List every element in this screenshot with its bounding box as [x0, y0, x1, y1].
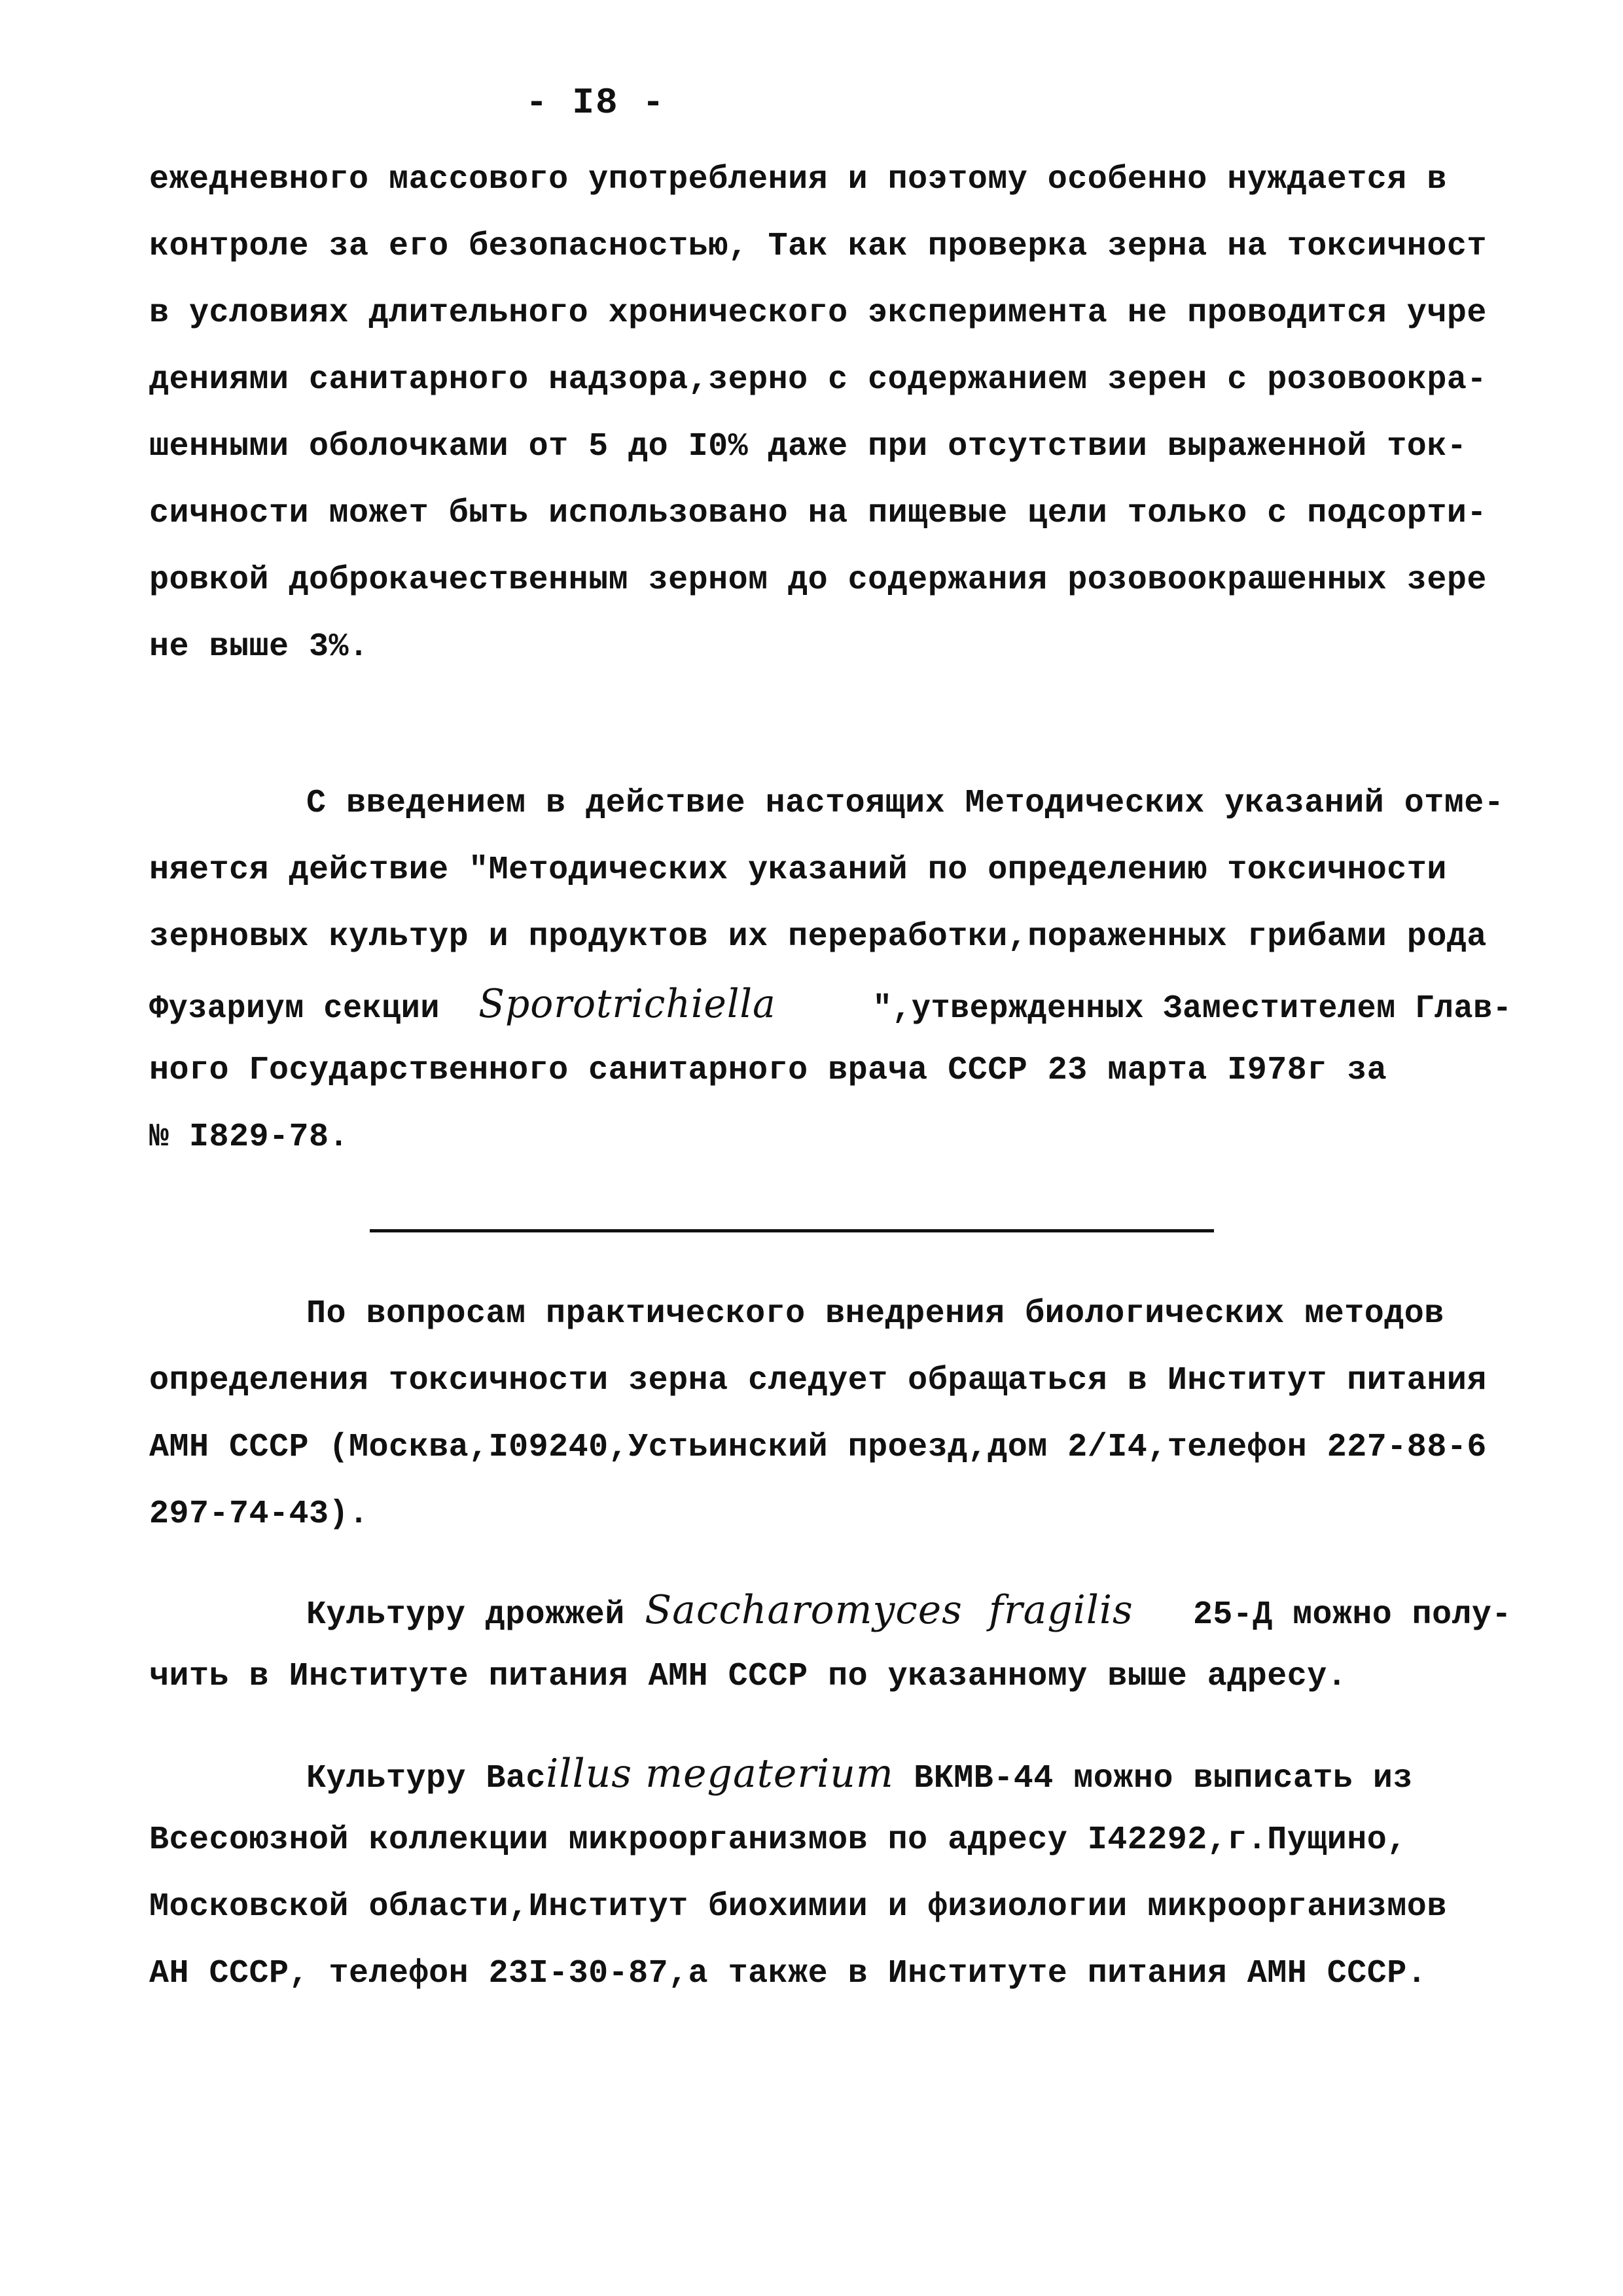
- paragraph-1-line-6: сичности может быть использовано на пищевые цели только с подсорти-: [149, 495, 1487, 532]
- paragraph-1-line-7: ровкой доброкачественным зерном до содержания розовоокрашенных зере: [149, 562, 1487, 599]
- paragraph-1-line-4: дениями санитарного надзора,зерно с содержанием зерен с розовоокра-: [149, 361, 1487, 399]
- handwritten-genus-sporotrichiella: Sporotrichiella: [478, 981, 776, 1027]
- paragraph-3-line-3: АМН СССР (Москва,I09240,Устьинский проезд,дом 2/I4,телефон 227-88-6: [149, 1429, 1487, 1466]
- handwritten-bacillus-megaterium: illus megaterium: [546, 1751, 894, 1797]
- paragraph-2-line-4: [149, 981, 1512, 1029]
- paragraph-4-line-2: чить в Институте питания АМН СССР по указанному выше адресу.: [149, 1658, 1347, 1695]
- paragraph-1-line-2: контроле за его безопасностью, Так как проверка зерна на токсичност: [149, 228, 1487, 265]
- paragraph-4-line-1: [306, 1587, 1512, 1635]
- handwritten-saccharomyces-fragilis: Saccharomyces fragilis: [645, 1587, 1133, 1633]
- paragraph-5-line-1-text-a: Культуру Bac: [306, 1760, 546, 1797]
- paragraph-1-line-5: шенными оболочками от 5 до I0% даже при отсутствии выраженной ток-: [149, 428, 1467, 465]
- paragraph-2-line-5: ного Государственного санитарного врача СССР 23 марта I978г за: [149, 1052, 1387, 1089]
- page-number: - I8 -: [526, 82, 666, 124]
- paragraph-3-line-2: определения токсичности зерна следует обращаться в Институт питания: [149, 1362, 1487, 1399]
- paragraph-5-line-2: Всесоюзной коллекции микроорганизмов по адресу I42292,г.Пущино,: [149, 1821, 1407, 1859]
- paragraph-4-line-1-text-b: 25-Д можно полу-: [1193, 1596, 1512, 1634]
- horizontal-divider: [370, 1229, 1214, 1232]
- paragraph-1-line-1: ежедневного массового употребления и поэтому особенно нуждается в: [149, 161, 1447, 198]
- paragraph-2-line-2: няется действие "Методических указаний по определению токсичности: [149, 852, 1447, 889]
- paragraph-3-line-4: 297-74-43).: [149, 1496, 369, 1533]
- paragraph-1-line-8: не выше 3%.: [149, 628, 369, 666]
- paragraph-2-line-4-text-a: Фузариум секции: [149, 990, 440, 1028]
- paragraph-3-line-1: По вопросам практического внедрения биологических методов: [306, 1295, 1444, 1333]
- paragraph-1-line-3: в условиях длительного хронического эксперимента не проводится учре: [149, 295, 1487, 332]
- paragraph-2-line-3: зерновых культур и продуктов их переработки,пораженных грибами рода: [149, 918, 1487, 956]
- paragraph-2-line-6: № I829-78.: [149, 1119, 349, 1156]
- paragraph-5-line-3: Московской области,Институт биохимии и физиологии микроорганизмов: [149, 1888, 1447, 1926]
- paragraph-4-line-1-text-a: Культуру дрожжей: [306, 1596, 625, 1634]
- paragraph-5-line-1-text-b: ВКМВ-44 можно выписать из: [914, 1760, 1413, 1797]
- paragraph-5-line-1: [306, 1751, 1413, 1799]
- paragraph-2-line-1: С введением в действие настоящих Методических указаний отме-: [306, 785, 1505, 822]
- paragraph-2-line-4-text-b: ",утвержденных Заместителем Глав-: [872, 990, 1512, 1028]
- paragraph-5-line-4: АН СССР, телефон 23I-30-87,а также в Институте питания АМН СССР.: [149, 1955, 1427, 1992]
